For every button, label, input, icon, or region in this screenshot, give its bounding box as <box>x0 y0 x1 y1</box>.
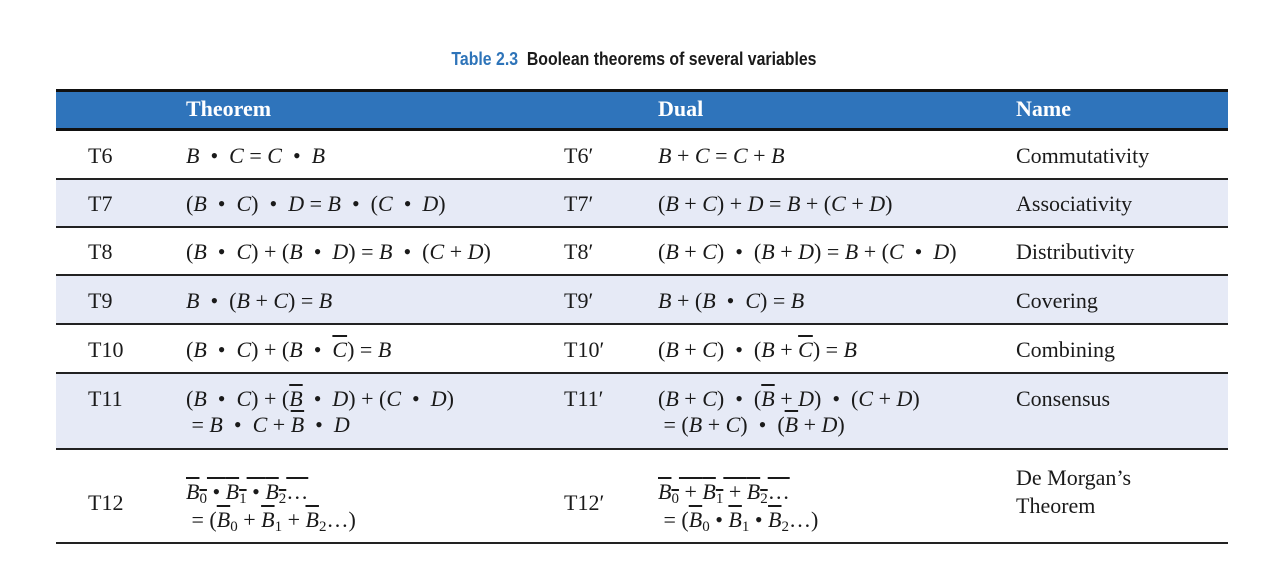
table-row <box>56 228 1228 276</box>
theorem-id: T9 <box>88 288 113 313</box>
theorem-id: T6 <box>88 143 113 168</box>
dual-id: T8′ <box>564 239 594 264</box>
theorem-id: T11 <box>88 386 123 411</box>
table-title: Boolean theorems of several variables <box>526 49 817 69</box>
dual-expression: (B + C) • $(B + \overline{C}) = B$ <box>658 337 857 362</box>
theorem-expression: B • C = C • B <box>186 143 326 168</box>
table-row <box>56 276 1228 325</box>
theorem-id: T8 <box>88 239 113 264</box>
theorem-expression: (B • C) + (B • $\overline{C}) = B$ <box>186 337 392 362</box>
theorem-id: T10 <box>88 337 124 362</box>
dual-id: T10′ <box>564 337 605 362</box>
theorem-id: T12 <box>88 490 124 515</box>
theorem-name: De Morgan’s Theorem <box>1016 465 1132 518</box>
theorem-id: T7 <box>88 191 113 216</box>
table-row <box>56 325 1228 374</box>
dual-expression: B + (B • C) = B <box>658 288 805 313</box>
header-name: Name <box>1016 96 1071 121</box>
dual-id: T7′ <box>564 191 594 216</box>
dual-expression: (B + C) • (B + D) = B + (C • D) <box>658 239 957 264</box>
dual-id: T6′ <box>564 143 594 168</box>
dual-id: T12′ <box>564 490 605 515</box>
table-row <box>56 131 1228 180</box>
table-row <box>56 180 1228 228</box>
theorem-expression: B • (B + C) = B <box>186 288 333 313</box>
theorem-expression: (B • C) • D = B • (C • D) <box>186 191 446 216</box>
theorem-name: Commutativity <box>1016 143 1150 168</box>
dual-expression: B + C = C + B <box>658 143 785 168</box>
table-row <box>56 374 1228 450</box>
table-caption <box>77 49 1191 70</box>
dual-expression: $B_0 + B_1$ + $B_2\dots$ = ($\overline{B}_0$ • $\overline{B}_1$ • $\overline{B}_2\dots$) <box>658 479 819 535</box>
theorem-expression: (B • $C) + (\overline{B}$ • D) + (C • D) = B • $C + \overline{B}$ • D <box>186 386 454 437</box>
table-row <box>56 450 1228 544</box>
dual-expression: (B + C) + D = B + (C + D) <box>658 191 893 216</box>
header-dual: Dual <box>658 96 704 121</box>
theorem-name: Combining <box>1016 337 1116 362</box>
theorem-expression: $B_0$ • $B_1$ • $B_2\dots$ = ($\overline{B}_0 + \overline{B}_1$ + $\overline{B}_2\dots$) <box>186 479 356 535</box>
table-number: Table 2.3 <box>451 49 519 69</box>
dual-id: T11′ <box>564 386 604 411</box>
table-header-row <box>56 89 1228 131</box>
theorem-name: Covering <box>1016 288 1098 313</box>
theorem-expression: (B • C) + (B • D) = B • (C + D) <box>186 239 491 264</box>
theorem-name: Consensus <box>1016 386 1111 411</box>
theorem-name: Associativity <box>1016 191 1133 216</box>
dual-expression: (B + C) • $(\overline{B} + D)$ • (C + D) = (B + C) • $(\overline{B} + D)$ <box>658 386 920 437</box>
theorem-name: Distributivity <box>1016 239 1135 264</box>
header-theorem: Theorem <box>186 96 272 121</box>
dual-id: T9′ <box>564 288 594 313</box>
theorems-table <box>56 89 1228 544</box>
